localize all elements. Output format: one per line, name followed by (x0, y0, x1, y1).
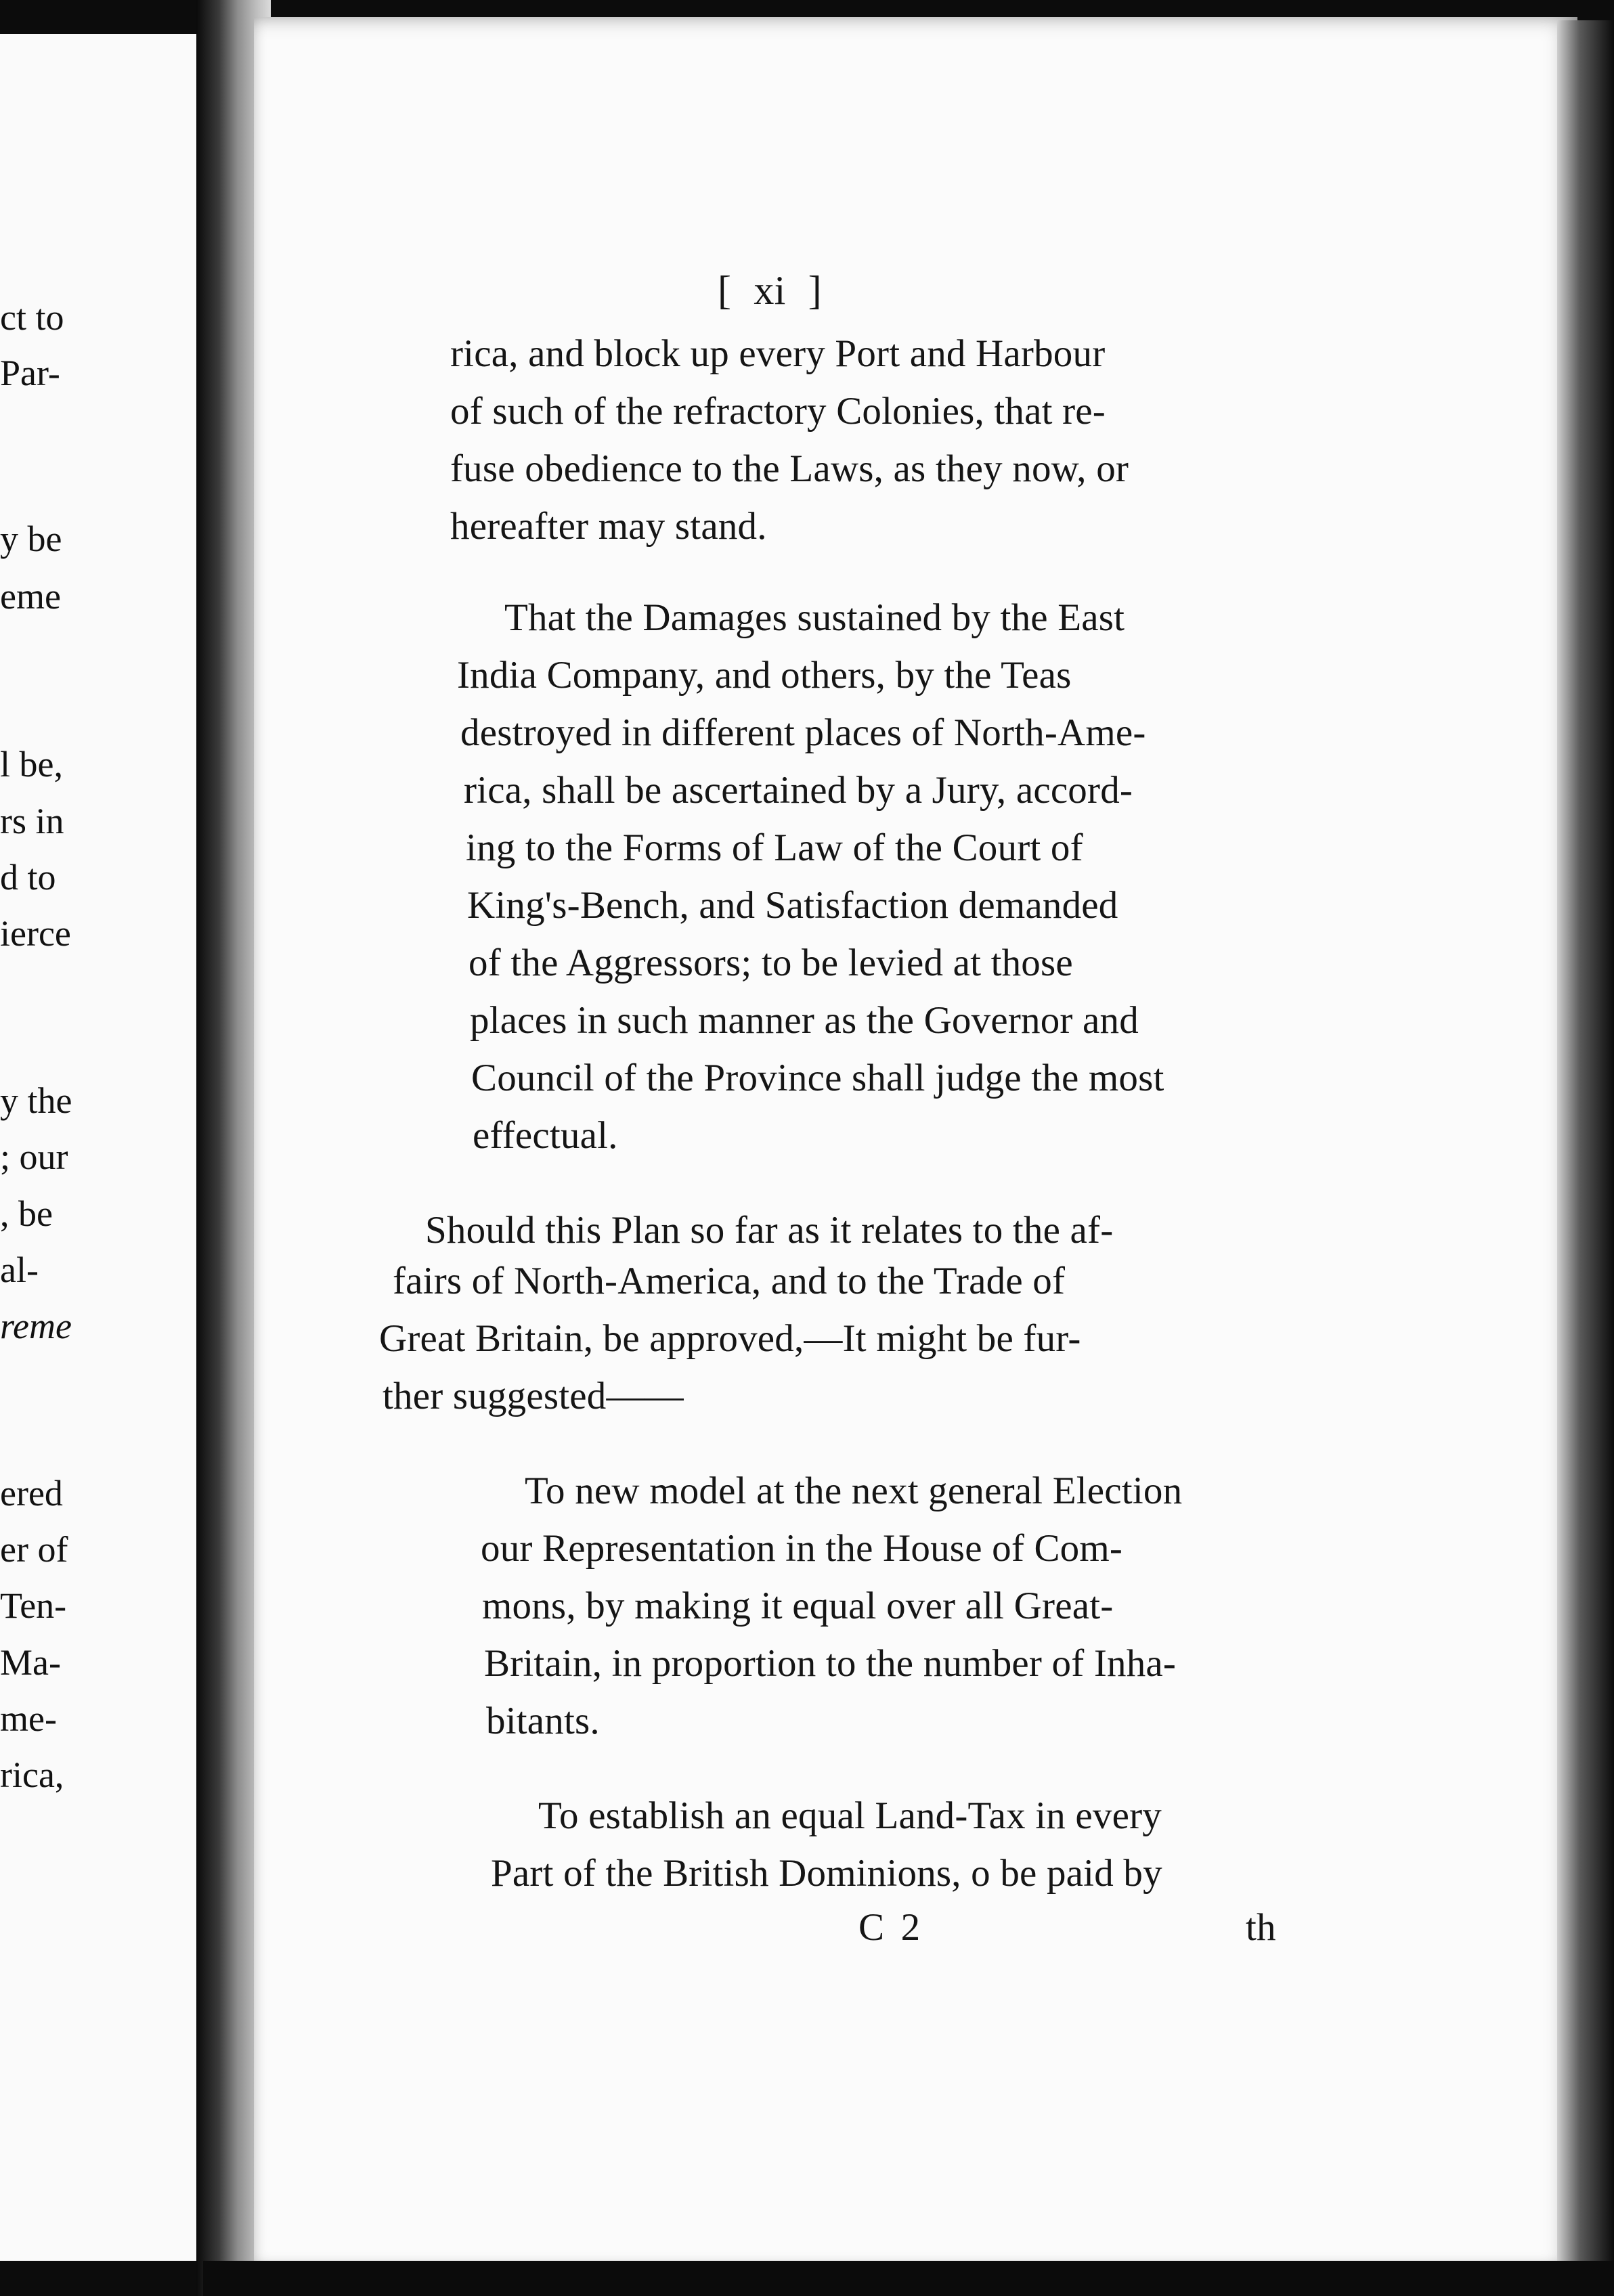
text-line: destroyed in different places of North-Ame- (460, 711, 1146, 754)
left-line: Ma- (0, 1642, 61, 1683)
left-line: eme (0, 576, 61, 617)
text-line: rica, and block up every Port and Harbour (450, 332, 1106, 375)
text-line: hereafter may stand. (450, 505, 767, 548)
left-line: ct to (0, 297, 64, 338)
left-line: er of (0, 1529, 68, 1570)
text-line: India Company, and others, by the Teas (457, 654, 1072, 697)
text-line: To establish an equal Land-Tax in every (538, 1794, 1162, 1837)
left-line: y be (0, 518, 62, 559)
left-line: al- (0, 1250, 39, 1290)
text-line: effectual. (473, 1114, 618, 1157)
left-line: rica, (0, 1754, 64, 1795)
text-line: Council of the Province shall judge the most (471, 1057, 1164, 1099)
left-line: me- (0, 1698, 57, 1739)
text-line: rica, shall be ascertained by a Jury, accord- (464, 769, 1133, 812)
page-edge-shadow (1557, 20, 1614, 2296)
page-bottom-edge (203, 2261, 1614, 2296)
text-line: fuse obedience to the Laws, as they now, or (450, 447, 1129, 490)
left-line: y the (0, 1080, 72, 1121)
text-line: places in such manner as the Governor and (470, 999, 1139, 1042)
text-line: bitants. (486, 1700, 600, 1742)
left-line: ierce (0, 913, 71, 954)
text-line: mons, by making it equal over all Great- (482, 1585, 1114, 1627)
text-line: Part of the British Dominions, o be paid by (491, 1852, 1162, 1895)
previous-page-fragment (0, 34, 200, 2261)
page-number-header: [ xi ] (718, 268, 822, 313)
text-line: Should this Plan so far as it relates to the af- (425, 1209, 1114, 1252)
signature-mark: C 2 (858, 1906, 921, 1949)
text-line: That the Damages sustained by the East (504, 596, 1125, 639)
left-line: reme (0, 1306, 72, 1346)
text-line: of the Aggressors; to be levied at those (468, 942, 1073, 984)
text-line: fairs of North-America, and to the Trade of (393, 1260, 1066, 1302)
left-line: d to (0, 857, 56, 898)
text-line: Britain, in proportion to the number of Inha- (484, 1642, 1177, 1685)
text-line: our Representation in the House of Com- (481, 1527, 1123, 1570)
left-line: Par- (0, 353, 60, 393)
left-line: Ten- (0, 1585, 67, 1626)
left-line: rs in (0, 801, 64, 841)
text-line: ther suggested—— (383, 1375, 684, 1417)
left-line: ; our (0, 1136, 68, 1177)
text-line: of such of the refractory Colonies, that re- (450, 390, 1106, 433)
text-line: King's-Bench, and Satisfaction demanded (467, 884, 1118, 927)
catchword: th (1246, 1906, 1276, 1949)
text-line: Great Britain, be approved,—It might be fur- (379, 1317, 1081, 1360)
text-line: ing to the Forms of Law of the Court of (466, 826, 1083, 869)
left-line: ered (0, 1473, 63, 1514)
text-line: To new model at the next general Election (525, 1470, 1183, 1512)
left-line: l be, (0, 744, 63, 785)
left-line: , be (0, 1193, 53, 1234)
